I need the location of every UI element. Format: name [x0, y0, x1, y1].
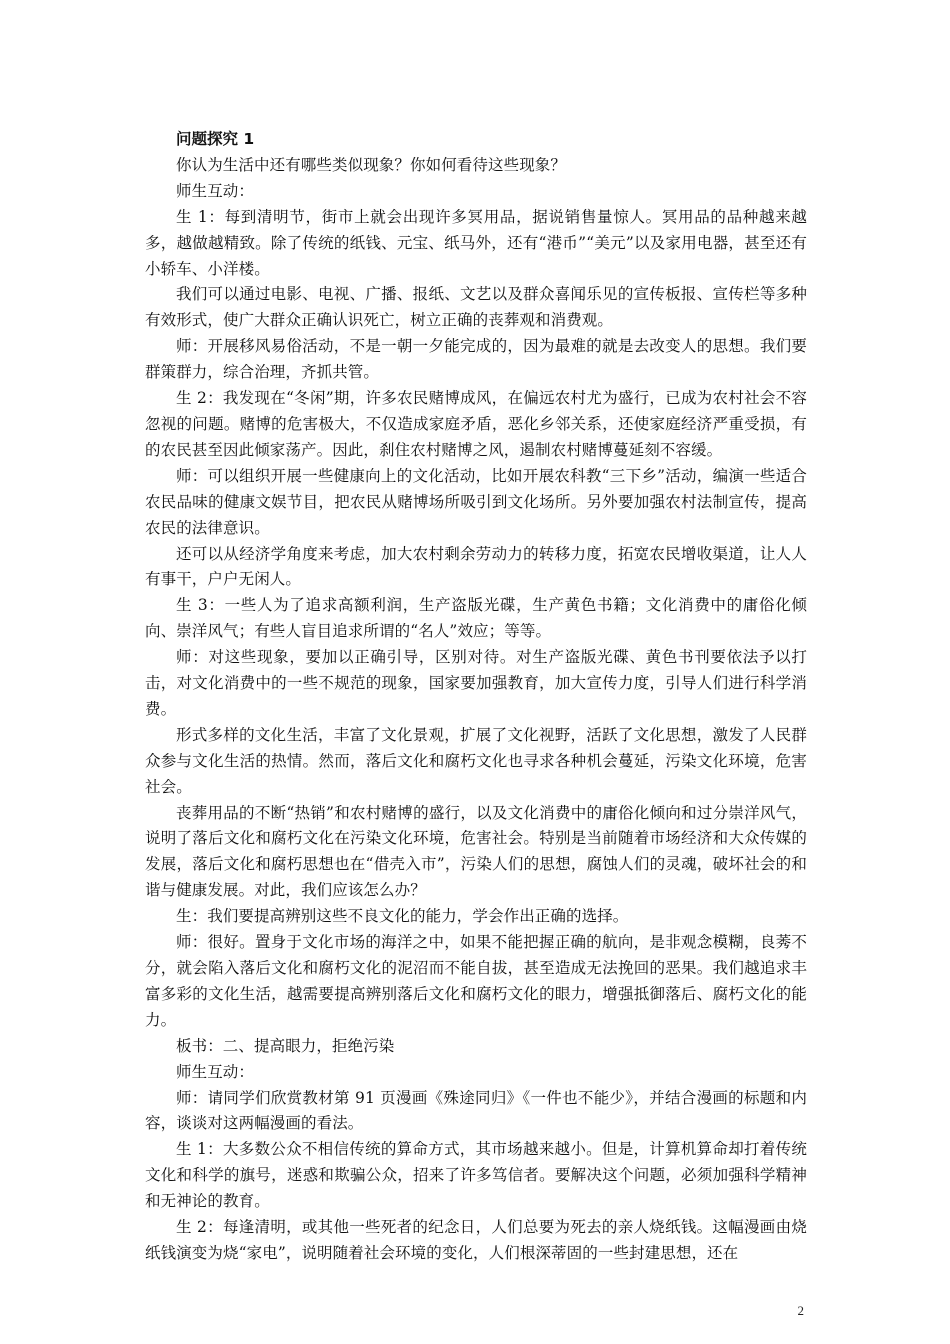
paragraph: 生 1：大多数公众不相信传统的算命方式，其市场越来越小。但是，计算机算命却打着传统文化和科学的旗号，迷惑和欺骗公众，招来了许多笃信者。要解决这个问题，必须加强科学精神和无神论的教育。	[145, 1140, 807, 1211]
section-heading: 问题探究 1	[176, 130, 255, 148]
paragraph: 丧葬用品的不断“热销”和农村赌博的盛行，以及文化消费中的庸俗化倾向和过分崇洋风气，说明了落后文化和腐朽文化在污染文化环境，危害社会。特别是当前随着市场经济和大众传媒的发展，落后文化和腐朽思想也在“借壳入市”，污染人们的思想，腐蚀人们的灵魂，破坏社会的和谐与健康发展。对此，我们应该怎么办？	[145, 803, 807, 900]
paragraph: 师：对这些现象，要加以正确引导，区别对待。对生产盗版光碟、黄色书刊要依法予以打击，对文化消费中的一些不规范的现象，国家要加强教育，加大宣传力度，引导人们进行科学消费。	[145, 648, 807, 718]
page-number: 2	[797, 1303, 804, 1318]
paragraph: 生 1：每到清明节，街市上就会出现许多冥用品，据说销售量惊人。冥用品的品种越来越多，越做越精致。除了传统的纸钱、元宝、纸马外，还有“港币”“美元”以及家用电器，甚至还有小轿车、小洋楼。	[145, 207, 807, 278]
paragraph: 生 3：一些人为了追求高额利润，生产盗版光碟，生产黄色书籍；文化消费中的庸俗化倾向、崇洋风气；有些人盲目追求所谓的“名人”效应；等等。	[145, 596, 807, 641]
paragraph: 生 2：我发现在“冬闲”期，许多农民赌博成风，在偏远农村尤为盛行，已成为农村社会不容忽视的问题。赌博的危害极大，不仅造成家庭矛盾，恶化乡邻关系，还使家庭经济严重受损，有的农民甚至因此倾家荡产。因此，刹住农村赌博之风，遏制农村赌博蔓延刻不容缓。	[145, 389, 807, 459]
paragraph: 我们可以通过电影、电视、广播、报纸、文艺以及群众喜闻乐见的宣传板报、宣传栏等多种有效形式，使广大群众正确认识死亡，树立正确的丧葬观和消费观。	[145, 285, 807, 330]
paragraph: 板书：二、提高眼力，拒绝污染	[176, 1036, 395, 1055]
paragraph: 还可以从经济学角度来考虑，加大农村剩余劳动力的转移力度，拓宽农民增收渠道，让人人有事干，户户无闲人。	[145, 544, 807, 589]
paragraph: 你认为生活中还有哪些类似现象？你如何看待这些现象？	[176, 155, 567, 174]
paragraph: 师：很好。置身于文化市场的海洋之中，如果不能把握正确的航向，是非观念模糊，良莠不分，就会陷入落后文化和腐朽文化的泥沼而不能自拔，甚至造成无法挽回的恶果。我们越追求丰富多彩的文化生活，越需要提高辨别落后文化和腐朽文化的眼力，增强抵御落后、腐朽文化的能力。	[145, 933, 807, 1029]
paragraph: 生：我们要提高辨别这些不良文化的能力，学会作出正确的选择。	[176, 907, 629, 926]
document-body	[145, 127, 807, 1267]
paragraph: 师生互动：	[176, 181, 255, 200]
paragraph: 形式多样的文化生活，丰富了文化景观，扩展了文化视野，活跃了文化思想，激发了人民群众参与文化生活的热情。然而，落后文化和腐朽文化也寻求各种机会蔓延，污染文化环境，危害社会。	[145, 725, 807, 796]
paragraph: 师生互动：	[176, 1062, 255, 1081]
paragraph: 生 2：每逢清明，或其他一些死者的纪念日，人们总要为死去的亲人烧纸钱。这幅漫画由烧纸钱演变为烧“家电”，说明随着社会环境的变化，人们根深蒂固的一些封建思想，还在	[145, 1218, 807, 1262]
paragraph: 师：可以组织开展一些健康向上的文化活动，比如开展农科教“三下乡”活动，编演一些适合农民品味的健康文娱节目，把农民从赌博场所吸引到文化场所。另外要加强农村法制宣传，提高农民的法律意识。	[145, 466, 807, 537]
paragraph: 师：请同学们欣赏教材第 91 页漫画《殊途同归》《一件也不能少》，并结合漫画的标题和内容，谈谈对这两幅漫画的看法。	[145, 1088, 807, 1133]
paragraph: 师：开展移风易俗活动，不是一朝一夕能完成的，因为最难的就是去改变人的思想。我们要群策群力，综合治理，齐抓共管。	[145, 337, 807, 382]
